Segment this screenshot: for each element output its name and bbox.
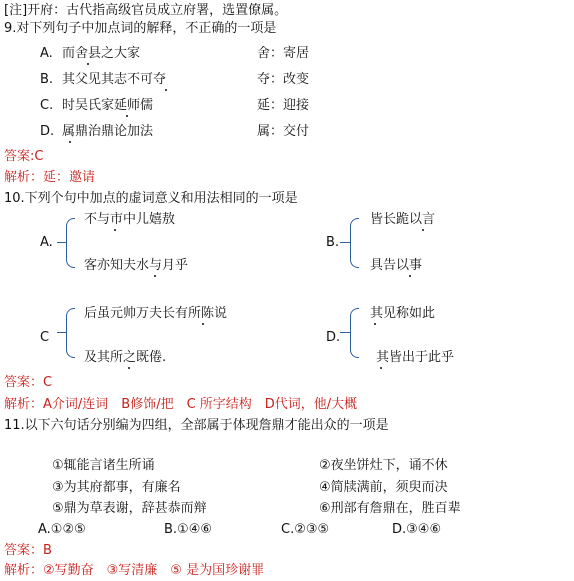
q10-c-top: 后虽元帅万夫长有所陈说	[84, 306, 228, 321]
q10-answer: 答案：C	[4, 375, 53, 390]
q10-b-top: 皆长跪以言	[370, 212, 436, 227]
q10-a-bottom: 客亦知夫水与月乎	[84, 258, 189, 273]
q10-b-brace-tip	[340, 242, 350, 243]
q10-a-top: 不与市中儿嬉敖	[84, 212, 176, 227]
q9-analysis: 解析：延：邀请	[4, 170, 96, 185]
q11-item-6: ⑥刑部有詹鼎在，胜百辈	[319, 501, 461, 516]
emphasis-dot	[409, 275, 411, 277]
q10-b-brace	[350, 218, 359, 268]
emphasis-dot	[380, 367, 382, 369]
q9-option-b-text: 其父见其志不可夺	[62, 72, 167, 87]
q10-analysis: 解析：A介词/连词 B修饰/把 C 所字结构 D代词，他/大概	[4, 397, 358, 412]
note-text: [注]开府：古代指高级官员成立府署，选置僚属。	[4, 3, 288, 18]
emphasis-dot	[154, 275, 156, 277]
emphasis-dot	[422, 229, 424, 231]
q9-option-c-text: 时吴氏家延师儒	[62, 98, 154, 113]
q11-answer: 答案：B	[4, 543, 52, 558]
q9-answer: 答案:C	[4, 149, 44, 164]
q9-option-a-gloss: 舍：寄居	[257, 46, 310, 61]
q10-d-brace-tip	[340, 332, 350, 333]
q9-option-d-text: 属鼎治鼎论加法	[62, 124, 154, 139]
q10-d-brace	[350, 308, 359, 358]
emphasis-dot	[114, 229, 116, 231]
q10-c-bottom: 及其所之既倦.	[84, 350, 167, 365]
q11-item-4: ④简牍满前，须臾而决	[319, 480, 448, 495]
emphasis-dot	[374, 323, 376, 325]
q9-option-a-text: 而舍县之大家	[62, 46, 141, 61]
q10-b-bottom: 具告以事	[370, 258, 423, 273]
q11-choice-a: A.①②⑤	[38, 522, 86, 537]
q9-option-b-label: B.	[40, 72, 54, 87]
emphasis-dot	[126, 115, 128, 117]
q10-c-brace	[66, 308, 75, 358]
q9-option-c-gloss: 延：迎接	[257, 98, 310, 113]
q10-a-label: A.	[40, 235, 53, 250]
q11-choice-d: D.③④⑥	[392, 522, 442, 537]
emphasis-dot	[69, 141, 71, 143]
q10-a-brace-tip	[57, 242, 67, 243]
q10-d-bottom: 其皆出于此乎	[376, 350, 455, 365]
emphasis-dot	[165, 89, 167, 91]
q11-item-2: ②夜坐饼灶下，诵不休	[319, 458, 448, 473]
q9-option-a-label: A.	[40, 46, 53, 61]
q11-choice-c: C.②③⑤	[281, 522, 330, 537]
emphasis-dot	[87, 63, 89, 65]
q11-analysis: 解析：②写勤奋 ③写清廉 ⑤ 是为国珍谢罪	[4, 563, 265, 578]
q9-option-d-gloss: 属：交付	[257, 124, 310, 139]
q11-item-5: ⑤鼎为草表谢，辞甚恭而辩	[52, 501, 207, 516]
q10-stem: 10.下列个句中加点的虚词意义和用法相同的一项是	[4, 191, 298, 206]
q9-option-d-label: D.	[40, 124, 55, 139]
q11-item-1: ①辄能言诸生所诵	[52, 458, 155, 473]
q10-b-label: B.	[326, 235, 340, 250]
q11-stem: 11.以下六句话分别编为四组，全部属于体现詹鼎才能出众的一项是	[4, 418, 389, 433]
q9-option-b-gloss: 夺：改变	[257, 72, 310, 87]
emphasis-dot	[202, 323, 204, 325]
q11-item-3: ③为其府都事，有廉名	[52, 480, 181, 495]
q10-c-brace-tip	[57, 332, 67, 333]
emphasis-dot	[128, 367, 130, 369]
q9-option-c-label: C.	[40, 98, 54, 113]
q10-d-top: 其见称如此	[370, 306, 436, 321]
q10-c-label: C	[40, 330, 50, 345]
q10-d-label: D.	[326, 330, 341, 345]
q9-stem: 9.对下列句子中加点词的解释，不正确的一项是	[4, 21, 277, 36]
q10-a-brace	[66, 218, 75, 268]
q11-choice-b: B.①④⑥	[164, 522, 213, 537]
